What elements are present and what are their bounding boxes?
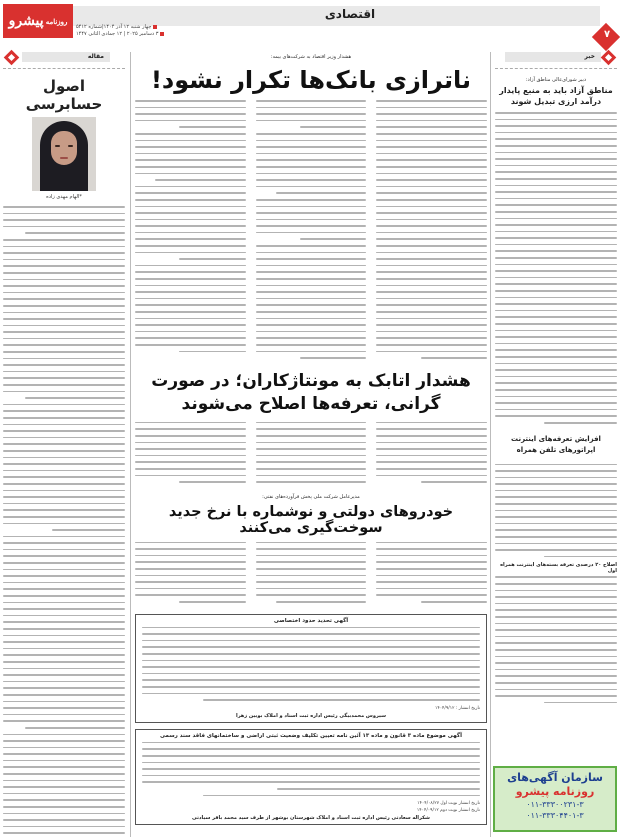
section-header-article xyxy=(22,52,110,62)
author-name: *الهام مهدی زاده xyxy=(46,194,82,200)
masthead xyxy=(0,0,620,46)
news-headline[interactable]: مناطق آزاد باید به منبع پایدار درآمد ارزی تبدیل شوند xyxy=(499,86,613,106)
news-body xyxy=(495,112,617,424)
notice-body xyxy=(142,742,480,796)
diamond-arrow-icon xyxy=(4,50,20,66)
newspaper-logo[interactable] xyxy=(3,4,73,38)
notice-date-first: تاریخ انتشار نوبت اول ۱۴۰۴/۰۸/۲۷ xyxy=(417,801,480,807)
section-header-news xyxy=(505,52,601,62)
page-number-badge xyxy=(592,23,620,51)
advertising-box[interactable] xyxy=(493,766,617,832)
author-photo xyxy=(32,117,96,191)
dashed-divider xyxy=(495,68,617,69)
notice-title-emphasis: اختصاصی xyxy=(273,617,301,624)
notice-signature: شکراله سعادتی رئیس اداره ثبت اسناد و املاک شهرستان بوشهر از طرف سید محمد باقر سیادتی xyxy=(192,815,430,822)
date-text-2: ۳ دسامبر ۲۰۲۵ | ۱۲ جمادی الثانی ۱۴۴۷ xyxy=(76,31,159,37)
date-text-1: چهار شنبه ۱۲ آذر ۱۴۰۴|شماره ۵۴۱۲ xyxy=(76,24,152,30)
third-article-body xyxy=(135,542,487,608)
diamond-arrow-icon xyxy=(601,50,617,66)
section-label-article: مقاله xyxy=(87,53,104,60)
news-column xyxy=(495,66,617,836)
news-kicker: دبیر شورای‌عالی مناطق آزاد: xyxy=(525,77,587,83)
section-title: اقتصادی xyxy=(324,7,376,21)
news-subhead: اصلاح ۲۰ درصدی تعرفه بسته‌های اینترنت همراه اول xyxy=(500,562,617,575)
second-headline[interactable]: هشدار اتابک به مونتاژکاران؛ در صورت گرانی، تعرفه‌ها اصلاح می‌شوند xyxy=(151,370,471,414)
square-bullet-icon xyxy=(153,25,157,29)
logo-text: پیشرو xyxy=(8,13,44,29)
legal-notice-boundary xyxy=(135,614,487,723)
notice-body xyxy=(142,627,480,701)
ad-phone-2[interactable]: ۰۱۱-۳۳۳۰۴۴۰۱-۳ xyxy=(526,811,584,820)
date-line-1 xyxy=(76,24,157,30)
third-kicker: مدیرعامل شرکت ملی پخش فرآورده‌های نفتی: xyxy=(262,493,360,500)
notice-title: آگهی موضوع ماده ۳ قانون و ماده ۱۳ آئین نامه تعیین تکلیف وضعیت ثبتی اراضی و ساختمانهای فاقد سند رسمی xyxy=(159,732,463,739)
main-column xyxy=(135,52,487,837)
page-number: ۷ xyxy=(604,29,611,41)
opinion-column xyxy=(3,66,125,836)
article-body xyxy=(3,206,125,837)
main-kicker: هشدار وزیر اقتصاد به شرکت‌های بیمه: xyxy=(270,54,352,60)
dashed-divider xyxy=(3,68,125,69)
square-bullet-icon xyxy=(160,32,164,36)
news-body-3 xyxy=(495,576,617,703)
second-article-body xyxy=(135,422,487,488)
news-headline-2[interactable]: افزایش تعرفه‌های اینترنت اپراتورهای تلفن همراه xyxy=(511,434,601,454)
news-body-2 xyxy=(495,464,617,558)
main-headline[interactable]: ناترازی بانک‌ها تکرار نشود! xyxy=(150,66,471,94)
main-article-body xyxy=(135,100,487,364)
logo-small-text: روزنامه xyxy=(45,16,68,26)
column-divider xyxy=(490,52,491,837)
notice-title-prefix: آگهی تحدید حدود xyxy=(302,617,349,624)
notice-signature: سیروس محمدبیگی رئیس اداره ثبت اسناد و املاک بویین زهرا xyxy=(235,712,386,719)
section-label-news: خبر xyxy=(584,53,595,60)
ad-line-2: روزنامه پیشرو xyxy=(515,785,595,798)
date-line-2 xyxy=(76,31,164,37)
notice-title xyxy=(142,618,480,624)
notice-date: تاریخ انتشار : ۱۴۰۴/۹/۱۲ xyxy=(434,705,480,711)
legal-notice-registration xyxy=(135,729,487,825)
article-title[interactable]: اصول حسابرسی xyxy=(25,77,103,113)
column-divider xyxy=(130,52,131,837)
ad-phone-1[interactable]: ۰۱۱-۳۳۳۰۰۲۳۱-۳ xyxy=(526,800,584,809)
notice-date-second: تاریخ انتشار نوبت دوم ۱۴۰۴/۰۹/۱۲ xyxy=(416,808,480,814)
ad-line-1: سازمان آگهی‌های xyxy=(507,771,603,784)
third-headline[interactable]: خودروهای دولتی و نوشماره با نرخ جدید سوخت‌گیری می‌کنند xyxy=(168,503,454,536)
